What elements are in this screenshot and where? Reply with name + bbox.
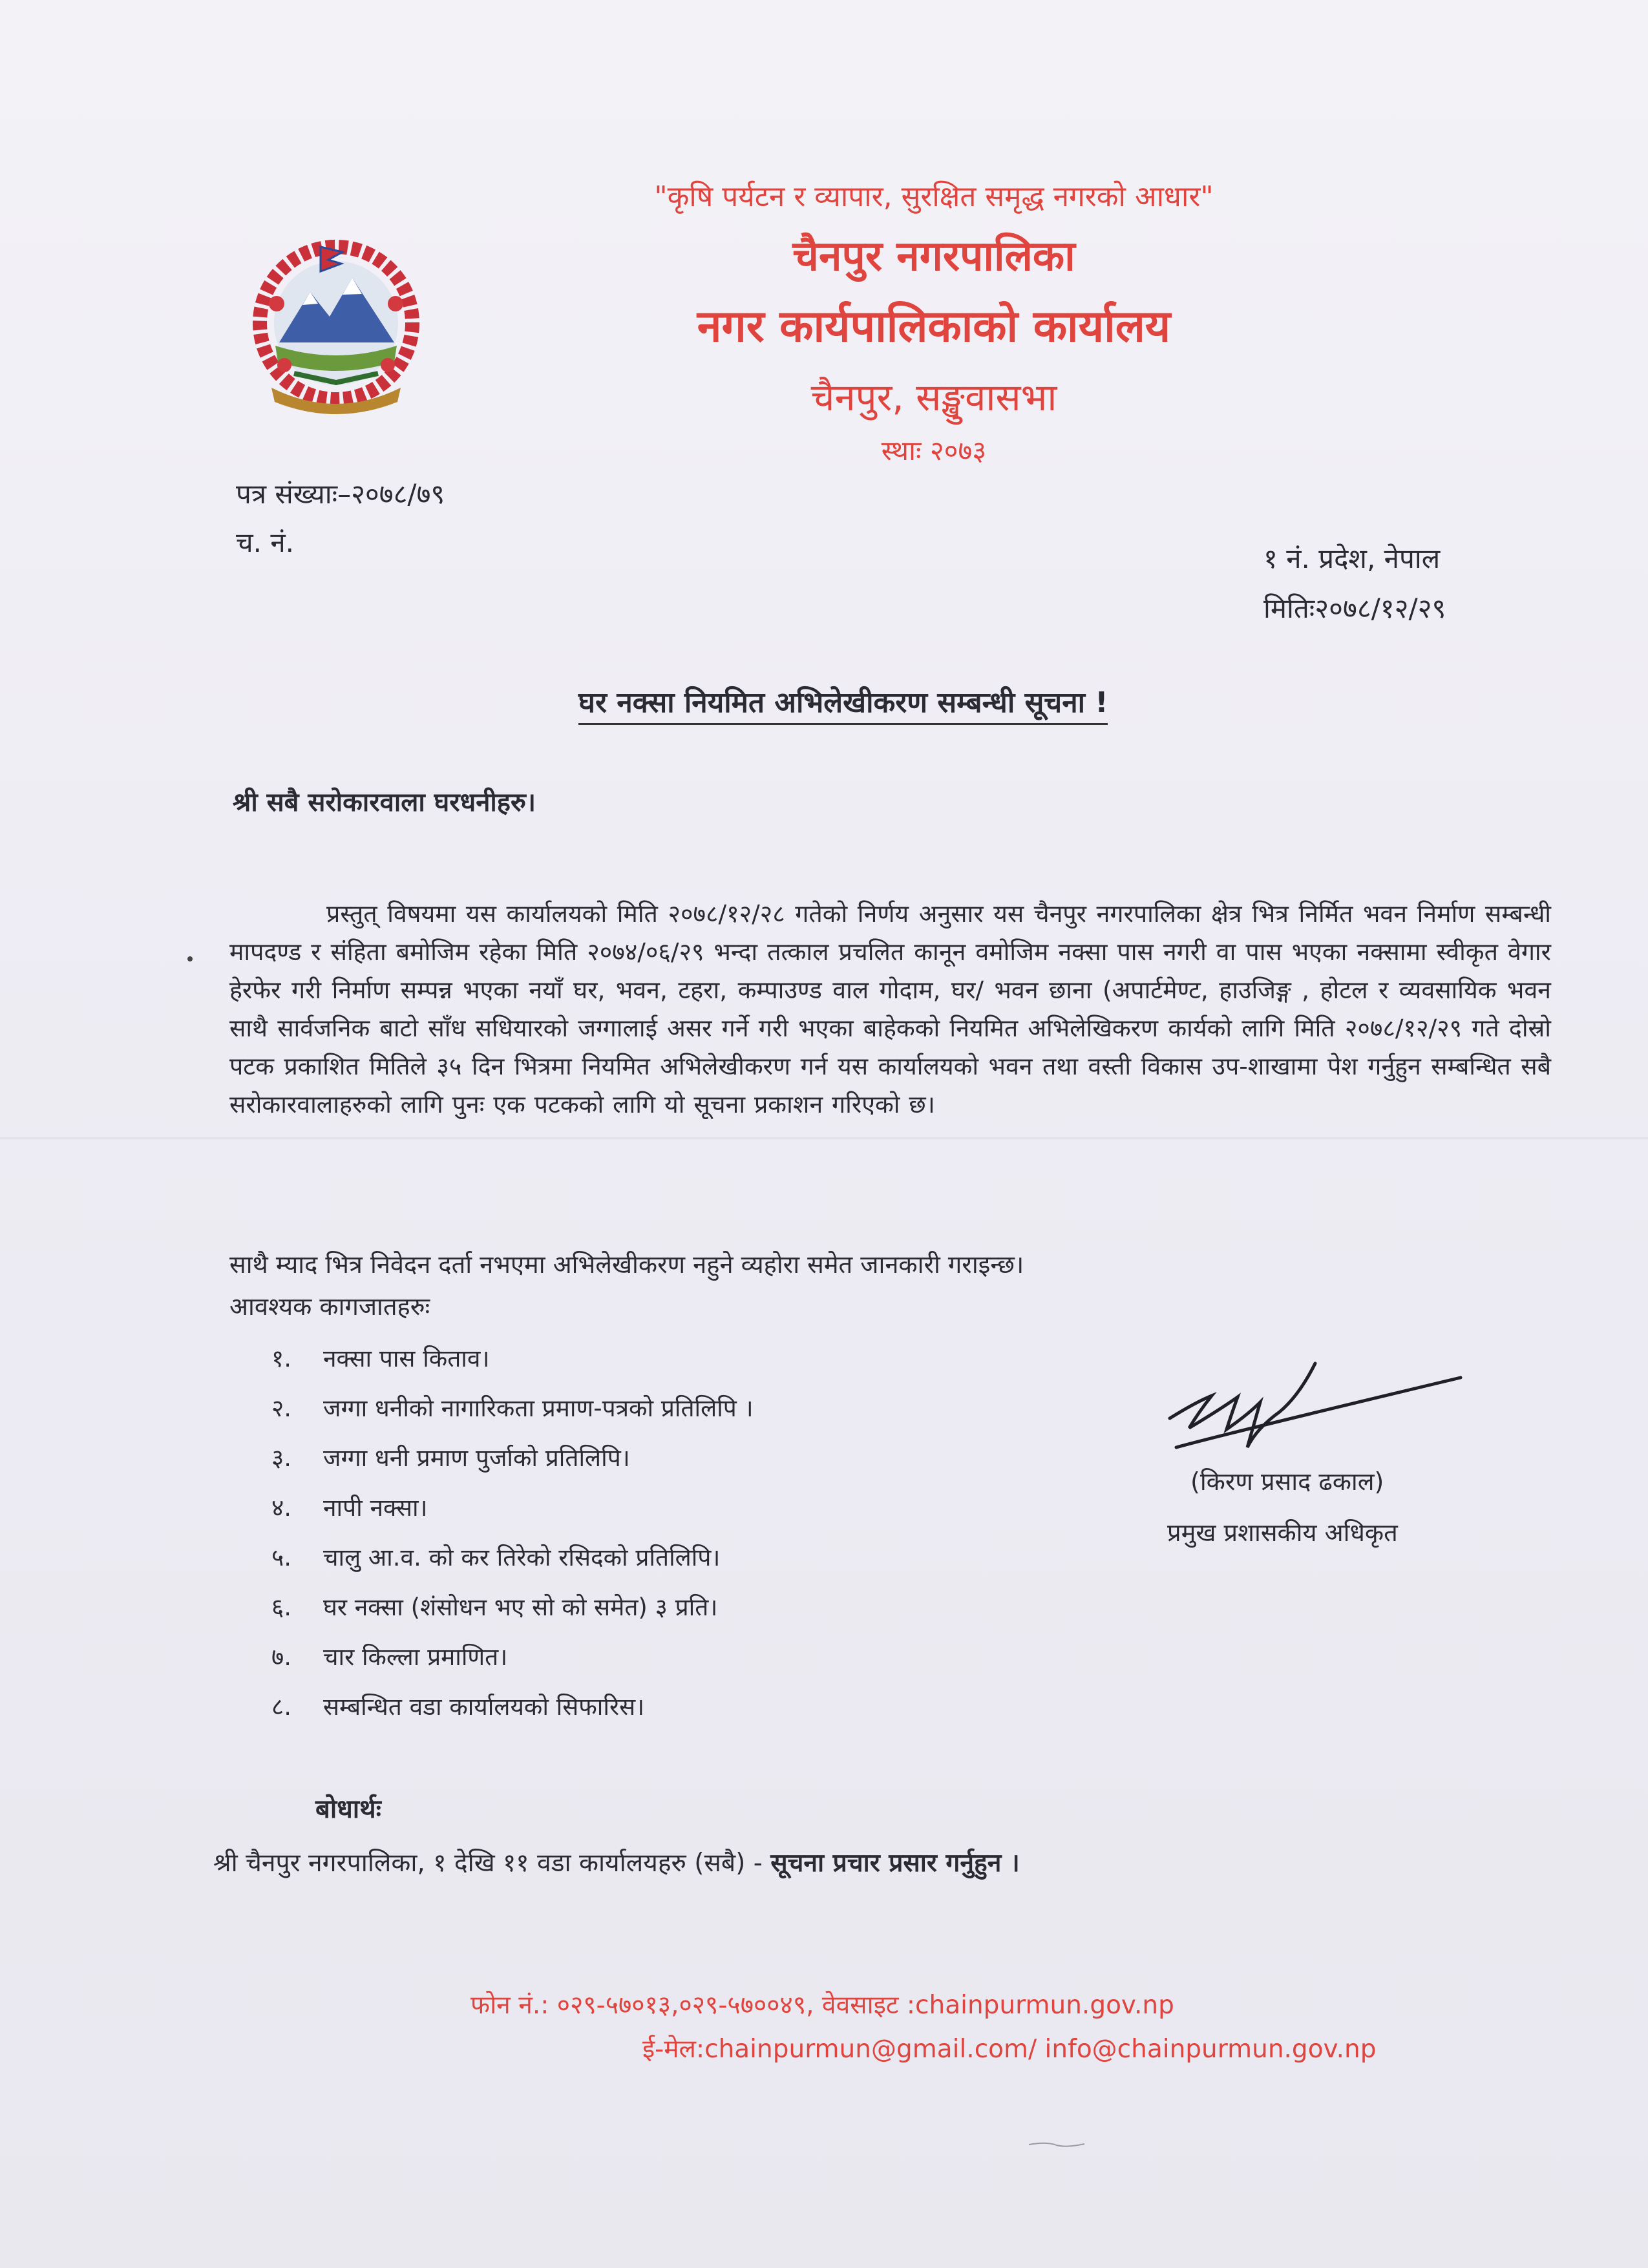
document-item-number: ५.	[271, 1544, 292, 1571]
document-item	[271, 1391, 754, 1440]
established-year: स्थाः २०७३	[881, 435, 987, 467]
dispatch-number: च. नं.	[236, 527, 295, 558]
document-item	[271, 1490, 754, 1540]
document-item-text: सम्बन्धित वडा कार्यालयको सिफारिस।	[323, 1693, 645, 1721]
documents-heading: आवश्यक कागजातहरुः	[229, 1292, 430, 1321]
ink-dot	[187, 956, 193, 961]
document-item	[271, 1440, 754, 1490]
document-item-number: ८.	[271, 1693, 292, 1721]
document-item-number: ३.	[271, 1444, 292, 1472]
for-information-line	[213, 1845, 1020, 1879]
notice-subject: घर नक्सा नियमित अभिलेखीकरण सम्बन्धी सूचना !	[578, 682, 1108, 725]
footer-email: ई-मेल:chainpurmun@gmail.com/ info@chainpurmun.gov.np	[642, 2035, 1377, 2064]
office-name: नगर कार्यपालिकाको कार्यालय	[697, 301, 1171, 352]
municipality-name: चैनपुर नगरपालिका	[792, 233, 1075, 280]
document-item-text: घर नक्सा (शंसोधन भए सो को समेत) ३ प्रति।	[323, 1593, 718, 1621]
document-item	[271, 1341, 754, 1391]
recipients-text: श्री चैनपुर नगरपालिका, १ देखि ११ वडा कार्यालयहरु (सबै) -	[213, 1849, 771, 1878]
for-information-label: बोधार्थः	[315, 1794, 381, 1824]
document-item-text: नक्सा पास किताव।	[323, 1345, 490, 1372]
document-item-text: चालु आ.व. को कर तिरेको रसिदको प्रतिलिपि।	[323, 1544, 721, 1571]
document-item-number: १.	[271, 1345, 292, 1372]
signatory-name: (किरण प्रसाद ढकाल)	[1190, 1467, 1384, 1496]
document-item-number: ६.	[271, 1593, 292, 1621]
action-text: सूचना प्रचार प्रसार गर्नुहुन ।	[770, 1849, 1020, 1878]
document-item	[271, 1590, 754, 1639]
deadline-note: साथै म्याद भित्र निवेदन दर्ता नभएमा अभिलेखीकरण नहुने व्यहोरा समेत जानकारी गराइन्छ।	[229, 1250, 1024, 1279]
required-documents-list	[271, 1341, 754, 1739]
body-paragraph	[229, 895, 1551, 1124]
letter-date: मितिः२०७८/१२/२९	[1263, 593, 1446, 624]
document-item	[271, 1540, 754, 1590]
signatory-title: प्रमुख प्रशासकीय अधिकृत	[1167, 1518, 1398, 1547]
document-item	[271, 1639, 754, 1689]
document-item-number: ४.	[271, 1494, 292, 1522]
document-item	[271, 1689, 754, 1739]
province-line: १ नं. प्रदेश, नेपाल	[1263, 543, 1441, 574]
document-item-text: जग्गा धनीको नागारिकता प्रमाण-पत्रको प्रतिलिपि ।	[323, 1394, 754, 1422]
office-location: चैनपुर, सङ्खुवासभा	[810, 375, 1057, 419]
footer-phone-website: फोन नं.: ०२९-५७०१३,०२९-५७००४९, वेवसाइट :chainpurmun.gov.np	[470, 1991, 1174, 2020]
paper-fold-line	[0, 1137, 1648, 1139]
document-item-number: ७.	[271, 1643, 292, 1671]
salutation: श्री सबै सरोकारवाला घरधनीहरु।	[233, 788, 536, 817]
letterhead-slogan: "कृषि पर्यटन र व्यापार, सुरक्षित समृद्ध नगरको आधार"	[654, 180, 1214, 213]
letter-number: पत्र संख्याः–२०७८/७९	[236, 478, 445, 510]
document-item-text: चार किल्ला प्रमाणित।	[323, 1643, 508, 1671]
scan-speck	[1028, 2140, 1086, 2149]
document-item-text: नापी नक्सा।	[323, 1494, 428, 1522]
document-item-text: जग्गा धनी प्रमाण पुर्जाको प्रतिलिपि।	[323, 1444, 630, 1472]
document-item-number: २.	[271, 1394, 292, 1422]
body-paragraph-text: प्रस्तुत् विषयमा यस कार्यालयको मिति २०७८/१२/२८ गतेको निर्णय अनुसार यस चैनपुर नगरपालिका क्षेत्र भित्र निर्मित भवन निर्माण सम्बन्धी मापदण्ड र संहिता बमोजिम रहेका मिति २०७४/०६/२९ भन्दा तत्काल प्रचलित कानून वमोजिम नक्सा पास नगरी वा पास भएका नक्सामा स्वीकृत वेगार हेरफेर गरी निर्माण सम्पन्न भएका नयाँ घर, भवन, टहरा, कम्पाउण्ड वाल गोदाम, घर/ भवन छाना (अपार्टमेण्ट, हाउजिङ्ग , होटल र व्यवसायिक भवन साथै सार्वजनिक बाटो साँध सधियारको जग्गालाई असर गर्ने गरी भएका बाहेकको नियमित अभिलेखिकरण कार्यको लागि मिति २०७८/१२/२९ गते दोस्रो पटक प्रकाशित मितिले ३५ दिन भित्रमा नियमित अभिलेखीकरण गर्न यस कार्यालयको भवन तथा वस्ती विकास उप-शाखामा पेश गर्नुहुन सम्बन्धित सबै सरोकारवालाहरुको लागि पुनः एक पटकको लागि यो सूचना प्रकाशन गरिएको छ।	[229, 899, 1551, 1118]
